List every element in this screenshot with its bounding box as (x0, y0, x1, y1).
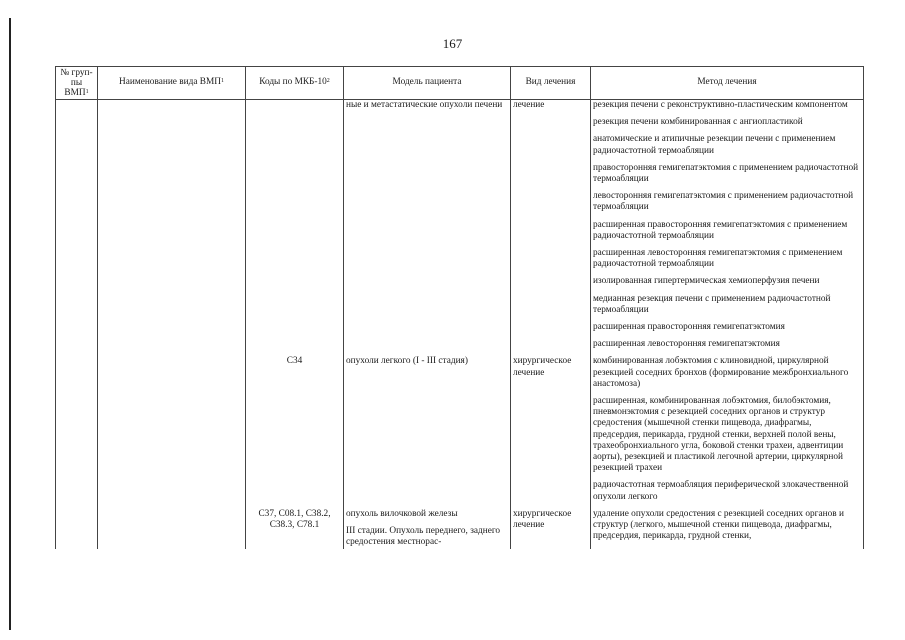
header-group-number-label: № груп- пы ВМП (60, 68, 93, 98)
cell-group-number (56, 356, 98, 508)
cell-patient-model: опухоли легкого (I - III стадия) (344, 356, 511, 508)
cell-treatment-methods (591, 356, 864, 508)
method-item: радиочастотная термоабляция периферической злокачественной опухоли легкого (593, 480, 849, 502)
cell-group-number (56, 509, 98, 549)
table-header-row (56, 67, 864, 100)
method-item: резекция печени с реконструктивно-пластическим компонентом (593, 100, 848, 110)
table-row (56, 100, 864, 357)
model-line: опухоль вилочковой железы (346, 508, 458, 519)
cell-group-number (56, 100, 98, 357)
table-row (56, 356, 864, 508)
cell-vmp-name (98, 509, 246, 549)
table-row (56, 509, 864, 549)
method-item: расширенная левосторонняя гемигепатэктомия с применением радиочастотной термоабляции (593, 248, 843, 270)
header-group-number: № груп- пы ВМП$^1$ (56, 67, 98, 100)
method-item: левосторонняя гемигепатэктомия с применением радиочастотной термоабляции (593, 191, 854, 213)
cell-treatment-type: лечение (511, 100, 591, 357)
header-treatment-method: Метод лечения (591, 67, 864, 100)
method-item: резекция печени комбинированная с ангиопластикой (593, 117, 803, 128)
cell-vmp-name (98, 100, 246, 357)
header-icd-codes-label: Коды по МКБ-10 (259, 77, 327, 88)
cell-icd-codes: C34 (246, 356, 344, 508)
vmp-table (55, 66, 864, 549)
cell-treatment-type: хирургическое лечение (511, 509, 591, 549)
method-item: комбинированная лобэктомия с клиновидной, циркулярной резекцией соседних бронхов (формирование межбронхиального анастомоза) (593, 356, 849, 389)
model-line: III стадии. Опухоль переднего, заднего средостения местнорас- (346, 526, 501, 548)
cell-icd-codes: C37, C08.1, C38.2, C38.3, C78.1 (246, 509, 344, 549)
method-item: расширенная левосторонняя гемигепатэктомия (593, 339, 780, 350)
scan-edge-line (9, 18, 11, 630)
header-vmp-name: Наименование вида ВМП$^1$ (98, 67, 246, 100)
method-item: расширенная правосторонняя гемигепатэктомия с применением радиочастотной термоабляции (593, 219, 848, 241)
method-item: правосторонняя гемигепатэктомия с применением радиочастотной термоабляции (593, 162, 859, 185)
cell-treatment-methods (591, 100, 864, 357)
header-vmp-name-label: Наименование вида ВМП (119, 77, 221, 88)
method-item: медианная резекция печени с применением радиочастотной термоабляции (593, 293, 831, 315)
cell-icd-codes (246, 100, 344, 357)
cell-vmp-name (98, 356, 246, 508)
header-patient-model: Модель пациента (344, 67, 511, 100)
cell-patient-model: ные и метастатические опухоли печени (344, 100, 511, 357)
header-treatment-type: Вид лечения (511, 67, 591, 100)
header-icd-codes: Коды по МКБ-$10^2$ (246, 67, 344, 100)
method-item: расширенная правосторонняя гемигепатэктомия (593, 322, 785, 333)
page-number: 167 (442, 36, 463, 51)
cell-treatment-type: хирургическое лечение (511, 356, 591, 508)
method-item: изолированная гипертермическая хемиоперфузия печени (593, 276, 820, 287)
cell-treatment-methods (591, 509, 864, 549)
method-item: удаление опухоли средостения с резекцией соседних органов и структур (легкого, мышечной стенки пищевода, диафрагмы, предсердия, перикарда, грудной стенки, (593, 508, 844, 542)
cell-patient-model (344, 509, 511, 549)
method-item: анатомические и атипичные резекции печени с применением радиочастотной термоабляции (593, 134, 836, 156)
method-item: расширенная, комбинированная лобэктомия, билобэктомия, пневмонэктомия с резекцией соседних органов и структур средостения (мышечной стенки пищевода, диафрагмы, предсердия, перикарда, грудной стенки, верхней полой вены, трахеобронхиального угла, боковой стенки трахеи, адвентиции аорты), резекцией и пластикой легочной артерии, циркулярной резекцией трахеи (593, 396, 844, 474)
